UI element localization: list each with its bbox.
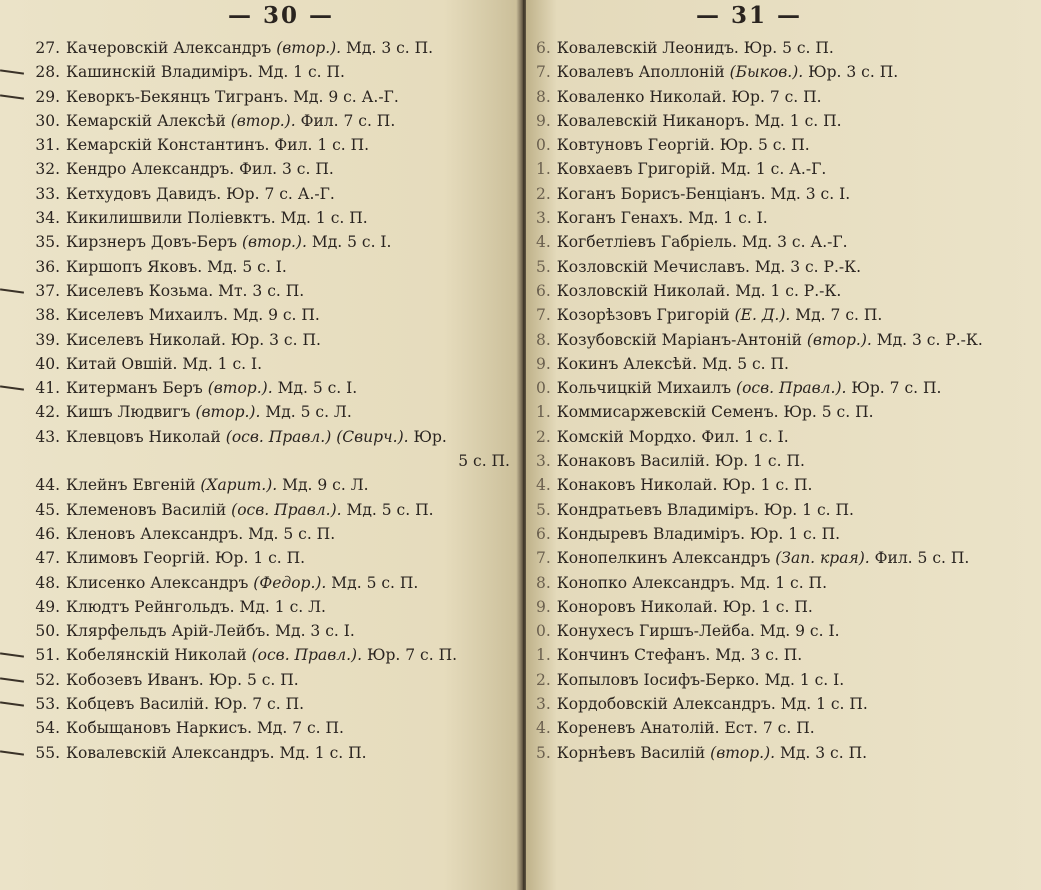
entry-details: Мд. 3 с. А.-Г. (741, 233, 848, 252)
pencil-mark (0, 288, 24, 293)
entry-note: (Быков.). (729, 63, 804, 82)
entry-number: 51. (35, 646, 60, 665)
list-item (0, 619, 522, 643)
entry-number: 53. (35, 695, 60, 714)
entry-number: 42. (35, 403, 60, 422)
list-item (526, 157, 1041, 181)
entry-name: Коваленко Николай. (556, 87, 727, 106)
list-item (0, 692, 522, 716)
list-item (0, 595, 522, 619)
entry-details: Мд. 9 с. П. (232, 306, 320, 325)
entry-number: 6. (536, 281, 551, 300)
list-item (526, 473, 1041, 497)
entry-name: Коганъ Генахъ. (556, 209, 684, 228)
entry-name: Качеровскій Александръ (66, 39, 272, 57)
entry-number: 1. (536, 646, 551, 665)
entry-name: Ковтуновъ Георгій. (556, 136, 715, 155)
entry-name: Ковхаевъ Григорій. (556, 160, 716, 179)
list-item (0, 522, 522, 546)
entry-name: Козубовскій Маріанъ-Антоній (556, 330, 802, 349)
list-item (0, 741, 522, 765)
entry-number: 0. (536, 622, 551, 641)
page-number: — 31 — (696, 2, 803, 29)
entry-note: (втор.). (806, 330, 872, 349)
entry-number: 7. (536, 306, 551, 325)
list-item (526, 643, 1041, 667)
entry-number: 3. (536, 452, 551, 471)
entry-list (0, 36, 522, 765)
entry-name: Кленовъ Александръ. (66, 524, 244, 543)
entry-details: Мд. 1 с. П. (280, 209, 368, 228)
entry-name: Кишъ Людвигъ (66, 403, 191, 422)
entry-number: 49. (35, 597, 60, 616)
entry-note: (втор.). (241, 233, 307, 252)
list-item (526, 328, 1041, 352)
entry-details: Мд. 9 с. І. (759, 622, 840, 641)
list-item (0, 109, 522, 133)
entry-name: Кольчицкій Михаилъ (556, 379, 732, 398)
entry-name: Конопелкинъ Александръ (556, 549, 771, 568)
entry-name: Кобелянскій Николай (66, 646, 247, 665)
list-item (526, 376, 1041, 400)
entry-number: 50. (35, 622, 60, 641)
entry-name: Китерманъ Беръ (66, 379, 203, 398)
entry-note: (втор.). (207, 379, 273, 398)
entry-note: (Харит.). (200, 476, 278, 495)
entry-details: Юр. 1 с. П. (714, 452, 805, 471)
entry-name: Козловскій Николай. (556, 281, 731, 300)
entry-name: Кондратьевъ Владиміръ. (556, 500, 759, 519)
entry-details: Ест. 7 с. П. (724, 719, 815, 738)
entry-details: Мт. 3 с. П. (218, 281, 305, 300)
pencil-mark (0, 653, 24, 658)
entry-details: Мд. 3 с. Р.-К. (754, 257, 862, 276)
list-item (526, 36, 1041, 60)
list-item (526, 692, 1041, 716)
list-item (0, 133, 522, 157)
entry-name: Киселевъ Козьма. (66, 281, 214, 300)
entry-number: 28. (35, 63, 60, 82)
entry-name: Копыловъ Іосифъ-Берко. (556, 670, 760, 689)
entry-details: Юр. 7 с. П. (731, 87, 822, 106)
entry-details: Юр. (413, 427, 447, 446)
entry-name: Козловскій Мечиславъ. (556, 257, 750, 276)
entry-note: (осв. Правл.). (231, 500, 342, 519)
entry-name: Козорѣзовъ Григорій (556, 306, 730, 325)
entry-note: (Федор.). (253, 573, 327, 592)
list-item (526, 668, 1041, 692)
entry-details: Мд. 3 с. П. (346, 39, 434, 57)
entry-details: Мд. 5 с. І. (311, 233, 392, 252)
pencil-mark (0, 701, 24, 706)
list-item (526, 255, 1041, 279)
list-item (0, 571, 522, 595)
entry-number: 43. (35, 427, 60, 446)
entry-note: (Зап. края). (775, 549, 870, 568)
entry-details: 5 с. П. (458, 452, 510, 471)
entry-name: Коммисаржевскій Семенъ. (556, 403, 779, 422)
entry-name: Кончинъ Стефанъ. (556, 646, 711, 665)
entry-details: Мд. 9 с. Л. (282, 476, 369, 495)
entry-name: Клевцовъ Николай (66, 427, 221, 446)
entry-number: 2. (536, 427, 551, 446)
entry-details: Фил. 5 с. П. (874, 549, 970, 568)
entry-number: 9. (536, 111, 551, 130)
list-item (526, 109, 1041, 133)
entry-details: Мд. 9 с. А.-Г. (293, 87, 399, 106)
entry-number: 27. (35, 39, 60, 57)
entry-details: Мд. 1 с. П. (257, 63, 345, 82)
entry-name: Кемарскій Константинъ. (66, 136, 270, 155)
entry-details: Мд. 3 с. П. (715, 646, 803, 665)
right-page (526, 0, 1041, 890)
pencil-mark (0, 94, 24, 99)
entry-number: 4. (536, 233, 551, 252)
entry-name: Кикилишвили Поліевктъ. (66, 209, 276, 228)
entry-name: Ковалевскій Александръ. (66, 743, 275, 762)
entry-details: Юр. 1 с. П. (749, 524, 841, 543)
list-item (0, 60, 522, 84)
list-item (0, 157, 522, 181)
list-item (526, 449, 1041, 473)
entry-details: Мд. 5 с. П. (701, 354, 789, 373)
list-item (526, 60, 1041, 84)
list-item (0, 230, 522, 254)
entry-details: Юр. 5 с. П. (743, 39, 834, 57)
list-item (526, 230, 1041, 254)
entry-details: Мд. 5 с. П. (248, 524, 336, 543)
entry-details: Мд. 1 с. А.-Г. (720, 160, 827, 179)
entry-name: Климовъ Георгій. (66, 549, 211, 568)
pencil-mark (0, 385, 24, 390)
entry-details: Мд. 1 с. П. (780, 695, 868, 714)
entry-details: Мд. 1 с. П. (739, 573, 828, 592)
entry-name: Клеменовъ Василій (66, 500, 227, 519)
entry-number: 7. (536, 63, 551, 82)
entry-name: Кирзнеръ Довъ-Беръ (66, 233, 238, 252)
entry-details: Мд. 7 с. П. (795, 306, 883, 325)
entry-name: Конаковъ Василій. (556, 452, 710, 471)
list-item (0, 255, 522, 279)
entry-details: Юр. 5 с. П. (208, 670, 299, 689)
entry-details: Мд. 1 с. Р.-К. (735, 281, 842, 300)
list-item (0, 400, 522, 424)
entry-number: 35. (35, 233, 60, 252)
entry-list (526, 36, 1041, 765)
entry-number: 5. (536, 743, 551, 762)
entry-name: Конопко Александръ. (556, 573, 736, 592)
list-item (0, 303, 522, 327)
list-item (0, 473, 522, 497)
entry-number: 9. (536, 354, 551, 373)
entry-number: 0. (536, 136, 551, 155)
entry-number: 32. (35, 160, 60, 179)
list-item (0, 279, 522, 303)
entry-details: Юр. 3 с. П. (808, 63, 899, 82)
list-item (526, 571, 1041, 595)
entry-number: 8. (536, 573, 551, 592)
list-item (526, 522, 1041, 546)
entry-name: Кореневъ Анатолій. (556, 719, 720, 738)
entry-number: 6. (536, 39, 551, 57)
entry-note: (Е. Д.). (734, 306, 791, 325)
list-item (526, 741, 1041, 765)
entry-number: 33. (35, 184, 60, 203)
entry-number: 44. (35, 476, 60, 495)
entry-name: Ковалевскій Леонидъ. (556, 39, 739, 57)
entry-name: Кокинъ Алексѣй. (556, 354, 697, 373)
entry-name: Кендро Александръ. (66, 160, 235, 179)
list-item (526, 133, 1041, 157)
entry-name: Киршопъ Яковъ. (66, 257, 203, 276)
entry-name: Кашинскій Владиміръ. (66, 63, 253, 82)
entry-number: 34. (35, 209, 60, 228)
entry-number: 4. (536, 476, 551, 495)
list-item (526, 182, 1041, 206)
entry-number: 1. (536, 403, 551, 422)
entry-note: (втор.). (195, 403, 261, 422)
entry-name: Киселевъ Николай. (66, 330, 226, 349)
entry-number: 41. (35, 379, 60, 398)
entry-name: Клейнъ Евгеній (66, 476, 196, 495)
entry-number: 48. (35, 573, 60, 592)
entry-number: 8. (536, 330, 551, 349)
entry-number: 8. (536, 87, 551, 106)
list-item (0, 668, 522, 692)
entry-number: 0. (536, 379, 551, 398)
entry-number: 38. (35, 306, 60, 325)
entry-details: Юр. 7 с. А.-Г. (226, 184, 335, 203)
entry-note: (осв. Правл.). (736, 379, 847, 398)
entry-number: 5. (536, 500, 551, 519)
entry-number: 45. (35, 500, 60, 519)
entry-number: 36. (35, 257, 60, 276)
entry-details: Мд. 5 с. І. (277, 379, 358, 398)
entry-number: 29. (35, 87, 60, 106)
list-item (526, 595, 1041, 619)
entry-name: Когбетліевъ Габріель. (556, 233, 737, 252)
entry-number: 40. (35, 354, 60, 373)
entry-number: 52. (35, 670, 60, 689)
entry-details: Юр. 7 с. П. (213, 695, 305, 714)
list-item (526, 352, 1041, 376)
entry-details: Мд. 1 с. І. (688, 209, 768, 228)
list-item (0, 643, 522, 667)
list-item (0, 328, 522, 352)
list-item (526, 425, 1041, 449)
entry-number: 30. (35, 111, 60, 130)
entry-details: Юр. 1 с. П. (722, 597, 813, 616)
list-item (0, 36, 522, 60)
pencil-mark (0, 70, 24, 75)
list-item (0, 376, 522, 400)
entry-name: Ковалевскій Никаноръ. (556, 111, 750, 130)
entry-name: Конаковъ Николай. (556, 476, 718, 495)
entry-number: 9. (536, 597, 551, 616)
entry-details: Фил. 3 с. П. (239, 160, 334, 179)
entry-number: 37. (35, 281, 60, 300)
list-item (0, 546, 522, 570)
entry-name: Кемарскій Алексѣй (66, 111, 226, 130)
entry-note: (втор.). (230, 111, 296, 130)
entry-number: 54. (35, 719, 60, 738)
pencil-mark (0, 750, 24, 755)
list-item (0, 182, 522, 206)
entry-number: 2. (536, 670, 551, 689)
entry-details: Мд. 5 с. Л. (265, 403, 352, 422)
entry-name: Кетхудовъ Давидъ. (66, 184, 222, 203)
entry-details: Фил. 7 с. П. (300, 111, 396, 130)
entry-number: 4. (536, 719, 551, 738)
entry-number: 46. (35, 524, 60, 543)
entry-name: Коганъ Борисъ-Бенціанъ. (556, 184, 766, 203)
entry-name: Китай Овшій. (66, 354, 178, 373)
list-item (0, 206, 522, 230)
list-item (526, 400, 1041, 424)
entry-note: (осв. Правл.). (251, 646, 363, 665)
entry-note: (осв. Правл.) (Свирч.). (225, 427, 409, 446)
entry-details: Мд. 5 с. П. (346, 500, 434, 519)
list-item (0, 449, 522, 473)
entry-number: 31. (35, 136, 60, 155)
entry-details: Юр. 5 с. П. (719, 136, 810, 155)
list-item (0, 425, 522, 449)
entry-number: 2. (536, 184, 551, 203)
entry-details: Мд. 3 с. Р.-К. (876, 330, 983, 349)
entry-details: Мд. 1 с. Л. (239, 597, 326, 616)
entry-name: Ковалевъ Аполлоній (556, 63, 725, 82)
entry-number: 47. (35, 549, 60, 568)
entry-name: Клярфельдъ Арій-Лейбъ. (66, 622, 271, 641)
entry-details: Мд. 1 с. П. (754, 111, 842, 130)
list-item (0, 498, 522, 522)
entry-number: 55. (35, 743, 60, 762)
entry-details: Юр. 1 с. П. (763, 500, 854, 519)
entry-details: Юр. 1 с. П. (722, 476, 813, 495)
list-item (0, 85, 522, 109)
entry-name: Комскій Мордхо. (556, 427, 697, 446)
entry-name: Кордобовскій Александръ. (556, 695, 776, 714)
entry-details: Мд. 3 с. І. (770, 184, 851, 203)
pencil-mark (0, 677, 24, 682)
list-item (526, 716, 1041, 740)
entry-name: Кондыревъ Владиміръ. (556, 524, 746, 543)
entry-name: Кобозевъ Иванъ. (66, 670, 204, 689)
entry-details: Мд. 5 с. П. (331, 573, 419, 592)
entry-name: Конухесъ Гиршъ-Лейба. (556, 622, 755, 641)
entry-number: 3. (536, 209, 551, 228)
list-item (0, 352, 522, 376)
entry-name: Кобыщановъ Наркисъ. (66, 719, 252, 738)
entry-details: Фил. 1 с. П. (274, 136, 370, 155)
entry-details: Мд. 3 с. І. (275, 622, 355, 641)
entry-details: Мд. 7 с. П. (256, 719, 344, 738)
list-item (526, 85, 1041, 109)
list-item (0, 716, 522, 740)
entry-number: 1. (536, 160, 551, 179)
entry-details: Мд. 1 с. І. (182, 354, 263, 373)
list-item (526, 279, 1041, 303)
entry-name: Кеворкъ-Бекянцъ Тигранъ. (66, 87, 289, 106)
entry-details: Мд. 5 с. І. (207, 257, 287, 276)
entry-number: 7. (536, 549, 551, 568)
list-item (526, 498, 1041, 522)
entry-number: 39. (35, 330, 60, 349)
entry-note: (втор.). (710, 743, 776, 762)
entry-note: (втор.). (276, 39, 342, 57)
entry-number: 6. (536, 524, 551, 543)
entry-number: 3. (536, 695, 551, 714)
entry-details: Фил. 1 с. І. (701, 427, 789, 446)
list-item (526, 619, 1041, 643)
entry-name: Коноровъ Николай. (556, 597, 718, 616)
list-item (526, 206, 1041, 230)
entry-details: Юр. 5 с. П. (783, 403, 874, 422)
entry-name: Клюдтъ Рейнгольдъ. (66, 597, 235, 616)
entry-details: Мд. 1 с. І. (764, 670, 845, 689)
entry-name: Кобцевъ Василій. (66, 695, 210, 714)
page-number: — 30 — (228, 2, 335, 29)
list-item (526, 546, 1041, 570)
entry-name: Киселевъ Михаилъ. (66, 306, 228, 325)
entry-number: 5. (536, 257, 551, 276)
entry-details: Юр. 3 с. П. (230, 330, 321, 349)
entry-details: Юр. 7 с. П. (851, 379, 942, 398)
entry-details: Мд. 1 с. П. (279, 743, 367, 762)
entry-name: Корнѣевъ Василій (556, 743, 706, 762)
entry-name: Клисенко Александръ (66, 573, 249, 592)
list-item (526, 303, 1041, 327)
entry-details: Юр. 7 с. П. (366, 646, 458, 665)
entry-details: Мд. 3 с. П. (780, 743, 868, 762)
entry-details: Юр. 1 с. П. (215, 549, 306, 568)
